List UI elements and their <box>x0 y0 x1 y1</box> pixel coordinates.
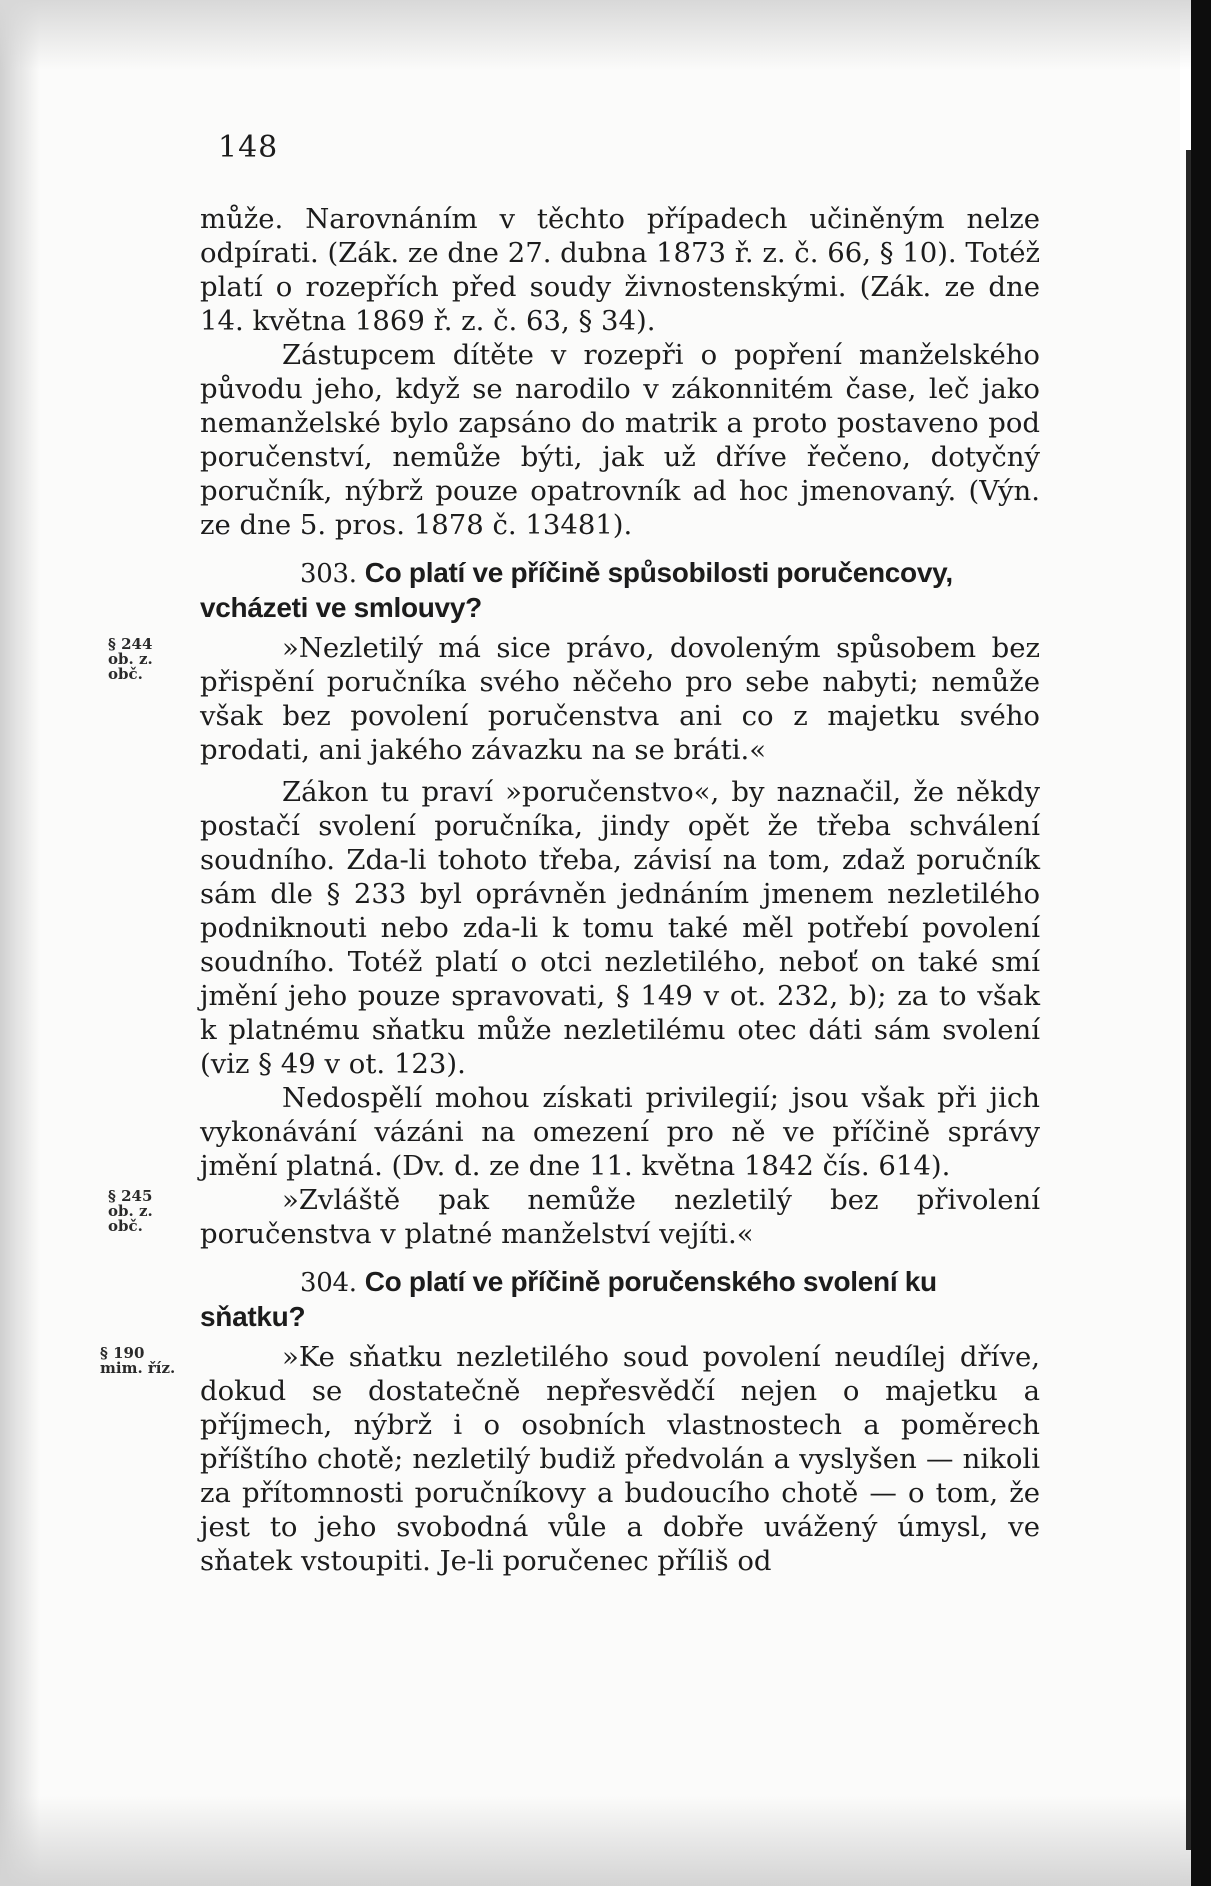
margin-reference: § 244 ob. z. obč. <box>108 635 153 683</box>
section-303-heading <box>200 556 1040 625</box>
page-edge-bottom-shadow <box>0 1796 1211 1886</box>
section-title: Co platí ve příčině spůsobilosti poručencovy, vcházeti ve smlouvy? <box>200 557 953 623</box>
quote-block <box>108 631 1040 767</box>
law-quote: »Zvláště pak nemůže nezletilý bez přivolení poručenstva v platné manželství vejíti.« <box>200 1184 1040 1250</box>
page-edge-top-shadow <box>0 0 1211 70</box>
quote-block <box>108 1183 1040 1251</box>
margin-reference: § 190 mim. říz. <box>100 1344 176 1377</box>
section-number: 303. <box>300 559 357 589</box>
page-edge-left-shadow <box>0 0 40 1886</box>
paragraph: může. Narovnáním v těchto případech učiněným nelze odpírati. (Zák. ze dne 27. dubna 1873 ř. z. č. 66, § 10). Totéž platí o rozepřích před soudy živnostenskými. (Zák. ze dne 14. května 1869 ř. z. č. 63, § 34). <box>200 203 1040 337</box>
section-number: 304. <box>300 1268 357 1298</box>
margin-reference: § 245 ob. z. obč. <box>108 1187 153 1235</box>
section-title: Co platí ve příčině poručenského svolení ku sňatku? <box>200 1266 937 1332</box>
section-304-heading <box>200 1265 1040 1334</box>
paragraph: Zástupcem dítěte v rozepři o popření manželského původu jeho, když se narodilo v zákonnitém čase, leč jako nemanželské bylo zapsáno do matrik a proto postaveno pod poručenství, nemůže býti, jak už dříve řečeno, dotyčný poručník, nýbrž pouze opatrovník ad hoc jmenovaný. (Výn. ze dne 5. pros. 1878 č. 13481). <box>200 339 1040 541</box>
main-text <box>100 202 1040 1578</box>
paragraph: Nedospělí mohou získati privilegií; jsou však při jich vykonávání vázáni na omezení pro ně ve příčině správy jmění platná. (Dv. d. ze dne 11. května 1842 čís. 614). <box>200 1082 1040 1182</box>
law-quote: »Nezletilý má sice právo, dovoleným spůsobem bez přispění poručníka svého něčeho pro sebe nabyti; nemůže však bez povolení poručenstva ani co z majetku svého prodati, ani jakého závazku na se bráti.« <box>200 632 1040 766</box>
quote-block <box>100 1340 1040 1578</box>
law-quote: »Ke sňatku nezletilého soud povolení neudílej dříve, dokud se dostatečně nepřesvědčí nejen o majetku a příjmech, nýbrž i o osobních vlastnostech a poměrech příštího chotě; nezletilý budiž předvolán a vyslyšen — nikoli za přítomnosti poručníkovy a budoucího chotě — o tom, že jest to jeho svobodná vůle a dobře uvážený úmysl, ve sňatek vstoupiti. Je-li poručenec příliš od <box>200 1341 1040 1577</box>
paragraph: Zákon tu praví »poručenstvo«, by naznačil, že někdy postačí svolení poručníka, jindy opět že třeba schválení soudního. Zda-li tohoto třeba, závisí na tom, zdaž poručník sám dle § 233 byl oprávněn jednáním jmenem nezletilého podniknouti nebo zda-li k tomu také měl potřebí povolení soudního. Totéž platí o otci nezletilého, neboť on také smí jmění jeho pouze spravovati, § 149 v ot. 232, b); za to však k platnému sňatku může nezletilému otec dáti sám svolení (viz § 49 v ot. 123). <box>200 776 1040 1080</box>
page-number: 148 <box>218 130 279 165</box>
scan-border-right <box>1191 0 1211 1886</box>
